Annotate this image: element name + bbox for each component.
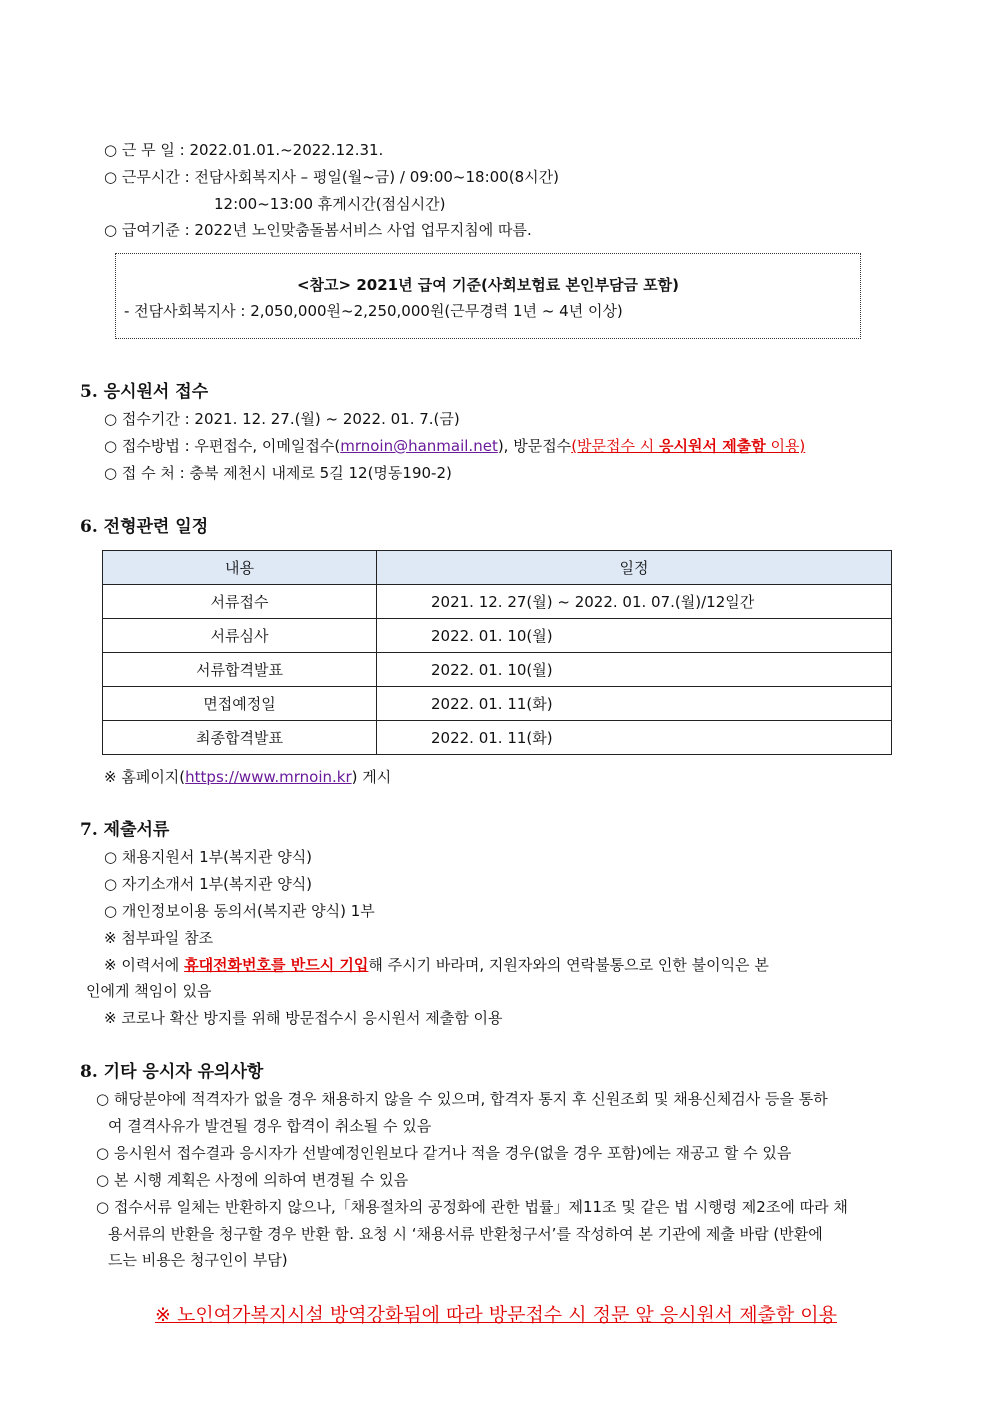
notice-item-cont: 용서류의 반환을 청구할 경우 반환 함. 요청 시 ‘채용서류 반환청구서’를 작성하여 본 기관에 제출 바람 (반환에 <box>108 1225 823 1243</box>
work-hours: ○ 근무시간 : 전담사회복지사 – 평일(월~금) / 09:00~18:00(8시간) <box>104 168 559 186</box>
application-method <box>104 435 805 457</box>
table-row <box>103 653 892 687</box>
section8-heading: 8. 기타 응시자 유의사항 <box>80 1062 264 1082</box>
table-row <box>103 619 892 653</box>
homepage-note <box>104 766 391 788</box>
notice-item: ○ 접수서류 일체는 반환하지 않으나,「채용절차의 공정화에 관한 법률」제11조 및 같은 법 시행령 제2조에 따라 채 <box>96 1198 848 1216</box>
application-period: ○ 접수기간 : 2021. 12. 27.(월) ~ 2022. 01. 7.(금) <box>104 410 460 428</box>
attachment-note: ※ 첨부파일 참조 <box>104 929 214 947</box>
homepage-note-prefix: ※ 홈페이지( <box>104 768 186 786</box>
email-link[interactable]: mrnoin@hanmail.net <box>340 437 498 455</box>
salary-standard: ○ 급여기준 : 2022년 노인맞춤돌봄서비스 사업 업무지침에 따름. <box>104 221 532 239</box>
phone-note <box>104 954 769 976</box>
schedule-date: 2022. 01. 10(월) <box>377 653 892 687</box>
schedule-item: 서류심사 <box>103 619 377 653</box>
col-content-header: 내용 <box>103 551 377 585</box>
notice-item: ○ 본 시행 계획은 사정에 의하여 변경될 수 있음 <box>96 1171 409 1189</box>
section6-heading: 6. 전형관련 일정 <box>80 517 209 537</box>
table-row <box>103 585 892 619</box>
reference-box-title: <참고> 2021년 급여 기준(사회보험료 본인부담금 포함) <box>296 276 680 294</box>
section7-heading: 7. 제출서류 <box>80 820 170 840</box>
notice-item-cont: 여 결격사유가 발견될 경우 합격이 취소될 수 있음 <box>108 1117 432 1135</box>
application-place: ○ 접 수 처 : 충북 제천시 내제로 5길 12(명동190-2) <box>104 464 452 482</box>
application-method-prefix: ○ 접수방법 : 우편접수, 이메일접수( <box>104 437 341 455</box>
document-item: ○ 채용지원서 1부(복지관 양식) <box>104 848 313 866</box>
reference-box-line: - 전담사회복지사 : 2,050,000원~2,250,000원(근무경력 1년 ~ 4년 이상) <box>124 302 623 320</box>
final-notice <box>0 1302 992 1328</box>
schedule-item: 면접예정일 <box>103 687 377 721</box>
work-days: ○ 근 무 일 : 2022.01.01.~2022.12.31. <box>104 141 384 159</box>
phone-note-prefix: ※ 이력서에 <box>104 956 185 974</box>
schedule-date: 2022. 01. 11(화) <box>377 687 892 721</box>
schedule-date: 2022. 01. 10(월) <box>377 619 892 653</box>
notice-item: ○ 응시원서 접수결과 응시자가 선발예정인원보다 같거나 적을 경우(없을 경우 포함)에는 재공고 할 수 있음 <box>96 1144 792 1162</box>
table-row <box>103 687 892 721</box>
homepage-link[interactable]: https://www.mrnoin.kr <box>185 768 352 786</box>
visit-note-close: 이용) <box>765 437 806 455</box>
application-method-mid: ), 방문접수 <box>497 437 572 455</box>
document-item: ○ 개인정보이용 동의서(복지관 양식) 1부 <box>104 902 375 920</box>
phone-note-bold: 휴대전화번호를 반드시 기입 <box>184 956 369 974</box>
schedule-date: 2022. 01. 11(화) <box>377 721 892 755</box>
covid-note: ※ 코로나 확산 방지를 위해 방문접수시 응시원서 제출함 이용 <box>104 1009 503 1027</box>
schedule-header-row <box>103 551 892 585</box>
visit-note-open: (방문접수 시 <box>571 437 660 455</box>
phone-note-suffix: 해 주시기 바라며, 지원자와의 연락불통으로 인한 불이익은 본 <box>368 956 769 974</box>
schedule-item: 서류합격발표 <box>103 653 377 687</box>
section5-heading: 5. 응시원서 접수 <box>80 382 209 402</box>
col-date-header: 일정 <box>377 551 892 585</box>
notice-item: ○ 해당분야에 적격자가 없을 경우 채용하지 않을 수 있으며, 합격자 통지 후 신원조회 및 채용신체검사 등을 통하 <box>96 1090 828 1108</box>
phone-note-cont: 인에게 책임이 있음 <box>86 982 212 1000</box>
schedule-date: 2021. 12. 27(월) ~ 2022. 01. 07.(월)/12일간 <box>377 585 892 619</box>
reference-box <box>115 253 861 339</box>
homepage-note-suffix: ) 게시 <box>351 768 392 786</box>
schedule-item: 서류접수 <box>103 585 377 619</box>
table-row <box>103 721 892 755</box>
notice-item-cont: 드는 비용은 청구인이 부담) <box>108 1251 288 1269</box>
visit-note-bold: 응시원서 제출함 <box>659 437 766 455</box>
schedule-item: 최종합격발표 <box>103 721 377 755</box>
document-item: ○ 자기소개서 1부(복지관 양식) <box>104 875 313 893</box>
work-hours-break: 12:00~13:00 휴게시간(점심시간) <box>214 195 446 213</box>
schedule-table <box>102 550 892 755</box>
final-notice-text: ※ 노인여가복지시설 방역강화됨에 따라 방문접수 시 정문 앞 응시원서 제출함 이용 <box>155 1304 837 1326</box>
